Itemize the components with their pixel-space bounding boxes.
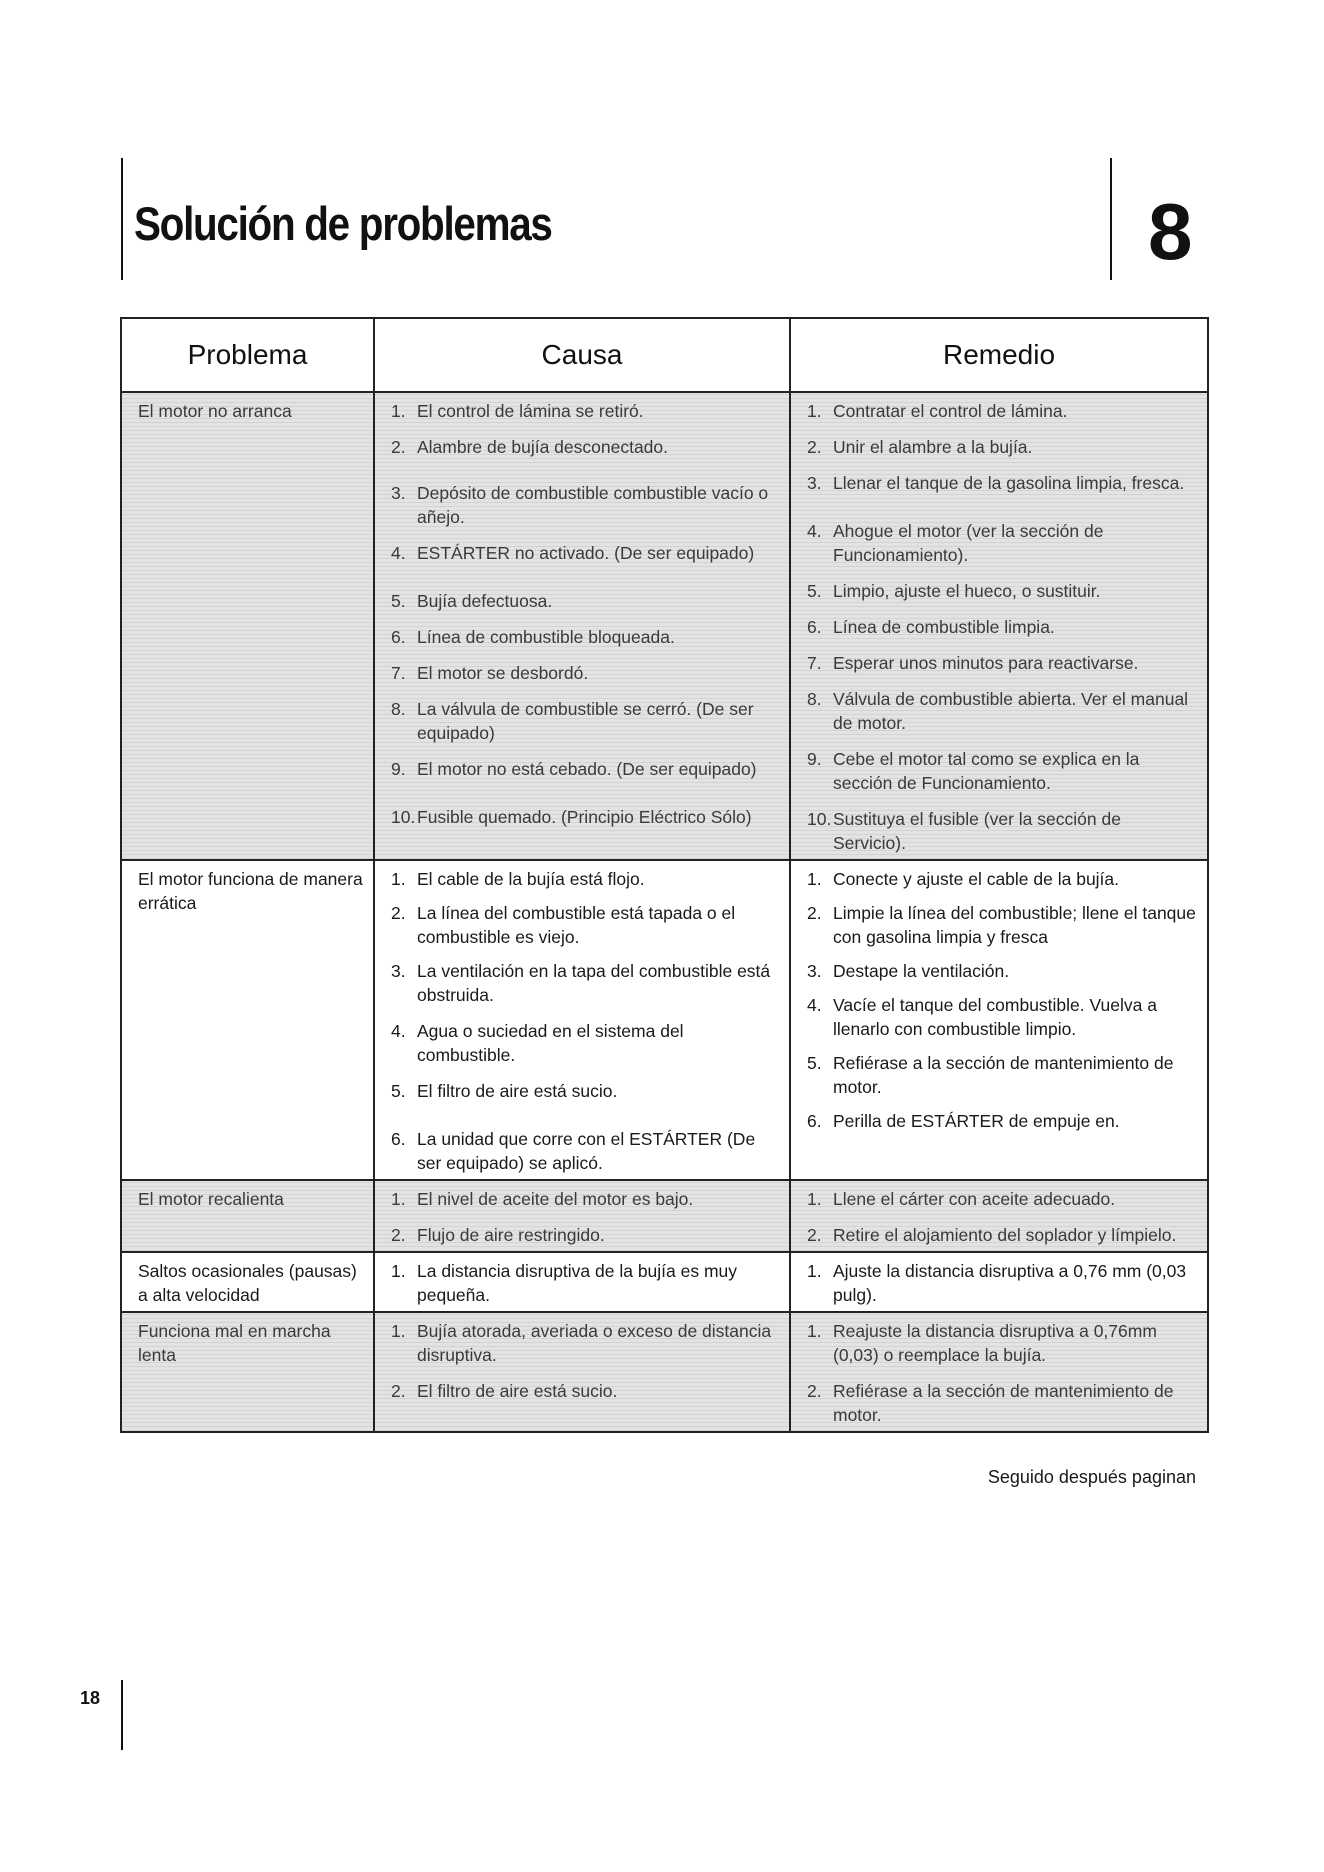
cause-cell xyxy=(374,1180,790,1252)
remedy-item xyxy=(807,579,1197,603)
remedy-item-text: Limpie la línea del combustible; llene el tanque con gasolina limpia y fresca xyxy=(833,903,1196,947)
cause-item-text: La válvula de combustible se cerró. (De ser equipado) xyxy=(417,699,754,743)
chapter-number: 8 xyxy=(1148,187,1193,276)
table-row xyxy=(121,392,1208,860)
cause-item-number: 5. xyxy=(391,591,406,611)
remedy-item xyxy=(807,867,1197,891)
remedy-item-number: 2. xyxy=(807,903,822,923)
remedy-item xyxy=(807,651,1197,675)
cause-item xyxy=(391,661,779,685)
cause-list xyxy=(391,399,779,829)
table-row xyxy=(121,1180,1208,1252)
cause-item xyxy=(391,435,779,459)
remedy-item-text: Perilla de ESTÁRTER de empuje en. xyxy=(833,1111,1120,1131)
remedy-cell xyxy=(790,1180,1208,1252)
remedy-item-number: 6. xyxy=(807,1111,822,1131)
cause-item-number: 9. xyxy=(391,759,406,779)
remedy-cell xyxy=(790,1252,1208,1312)
cause-list xyxy=(391,1319,779,1403)
table-row xyxy=(121,860,1208,1180)
cause-item-number: 6. xyxy=(391,1129,406,1149)
cause-cell xyxy=(374,1312,790,1432)
remedy-item-number: 1. xyxy=(807,1321,822,1341)
remedy-item xyxy=(807,471,1197,495)
remedy-item-number: 2. xyxy=(807,1381,822,1401)
cause-item xyxy=(391,541,779,565)
remedy-item-text: Ahogue el motor (ver la sección de Funcionamiento). xyxy=(833,521,1104,565)
remedy-item xyxy=(807,519,1197,567)
cause-item-text: La distancia disruptiva de la bujía es muy pequeña. xyxy=(417,1261,738,1305)
cause-item-text: Bujía defectuosa. xyxy=(417,591,553,611)
cause-item-number: 6. xyxy=(391,627,406,647)
cause-item-text: La línea del combustible está tapada o el combustible es viejo. xyxy=(417,903,736,947)
cause-item-text: Fusible quemado. (Principio Eléctrico Sólo) xyxy=(417,807,752,827)
column-header-remedy: Remedio xyxy=(790,318,1208,392)
cause-item-number: 1. xyxy=(391,1261,406,1281)
cause-item-text: La unidad que corre con el ESTÁRTER (De ser equipado) se aplicó. xyxy=(417,1129,756,1173)
cause-item xyxy=(391,697,779,745)
cause-item-text: Agua o suciedad en el sistema del combustible. xyxy=(417,1021,684,1065)
remedy-item-number: 1. xyxy=(807,401,822,421)
cause-cell xyxy=(374,1252,790,1312)
remedy-item-number: 3. xyxy=(807,473,822,493)
remedy-item-text: Limpio, ajuste el hueco, o sustituir. xyxy=(833,581,1101,601)
cause-item-number: 10. xyxy=(391,807,416,827)
column-header-cause: Causa xyxy=(374,318,790,392)
remedy-item xyxy=(807,687,1197,735)
remedy-item-text: Cebe el motor tal como se explica en la sección de Funcionamiento. xyxy=(833,749,1140,793)
remedy-item-number: 2. xyxy=(807,437,822,457)
cause-item-number: 1. xyxy=(391,1321,406,1341)
problem-cell: El motor no arranca xyxy=(121,392,374,860)
table-body xyxy=(121,392,1208,1432)
remedy-item xyxy=(807,1379,1197,1427)
remedy-cell xyxy=(790,1312,1208,1432)
cause-item xyxy=(391,481,779,529)
cause-item-text: El filtro de aire está sucio. xyxy=(417,1081,618,1101)
cause-item xyxy=(391,589,779,613)
remedy-item xyxy=(807,1051,1197,1099)
cause-item-text: El motor no está cebado. (De ser equipado) xyxy=(417,759,757,779)
remedy-item-text: Unir el alambre a la bujía. xyxy=(833,437,1033,457)
remedy-item-text: Contratar el control de lámina. xyxy=(833,401,1068,421)
cause-item xyxy=(391,1223,779,1247)
header-left-rule xyxy=(121,158,123,280)
cause-item xyxy=(391,867,779,891)
table-row xyxy=(121,1312,1208,1432)
page-title: Solución de problemas xyxy=(134,197,552,250)
cause-item-number: 1. xyxy=(391,1189,406,1209)
remedy-item-number: 2. xyxy=(807,1225,822,1245)
header-right-rule xyxy=(1110,158,1112,280)
cause-item-number: 2. xyxy=(391,437,406,457)
remedy-item-text: Válvula de combustible abierta. Ver el manual de motor. xyxy=(833,689,1189,733)
problem-cell: El motor recalienta xyxy=(121,1180,374,1252)
remedy-item-number: 6. xyxy=(807,617,822,637)
remedy-item xyxy=(807,901,1197,949)
remedy-list xyxy=(807,399,1197,855)
remedy-item-number: 3. xyxy=(807,961,822,981)
remedy-item xyxy=(807,1259,1197,1307)
cause-item-text: El motor se desbordó. xyxy=(417,663,589,683)
cause-list xyxy=(391,867,779,1175)
remedy-list xyxy=(807,1187,1197,1247)
problem-cell: Funciona mal en marcha lenta xyxy=(121,1312,374,1432)
remedy-item xyxy=(807,435,1197,459)
remedy-item-number: 10. xyxy=(807,809,832,829)
cause-item-number: 3. xyxy=(391,483,406,503)
remedy-item xyxy=(807,1109,1197,1133)
cause-item-text: El control de lámina se retiró. xyxy=(417,401,644,421)
remedy-item xyxy=(807,1223,1197,1247)
cause-item-number: 4. xyxy=(391,543,406,563)
remedy-item-text: Vacíe el tanque del combustible. Vuelva a llenarlo con combustible limpio. xyxy=(833,995,1157,1039)
cause-cell xyxy=(374,860,790,1180)
table-row xyxy=(121,1252,1208,1312)
remedy-item xyxy=(807,615,1197,639)
cause-list xyxy=(391,1187,779,1247)
cause-item-text: Línea de combustible bloqueada. xyxy=(417,627,675,647)
remedy-item-number: 5. xyxy=(807,1053,822,1073)
remedy-item-number: 9. xyxy=(807,749,822,769)
cause-item-number: 3. xyxy=(391,961,406,981)
remedy-list xyxy=(807,867,1197,1133)
cause-item-text: El nivel de aceite del motor es bajo. xyxy=(417,1189,694,1209)
cause-item-text: La ventilación en la tapa del combustible está obstruida. xyxy=(417,961,771,1005)
remedy-item xyxy=(807,807,1197,855)
cause-item-number: 7. xyxy=(391,663,406,683)
remedy-item-number: 1. xyxy=(807,1189,822,1209)
cause-item-number: 2. xyxy=(391,1381,406,1401)
remedy-item-text: Destape la ventilación. xyxy=(833,961,1010,981)
cause-item-number: 4. xyxy=(391,1021,406,1041)
cause-item-number: 2. xyxy=(391,1225,406,1245)
cause-item xyxy=(391,625,779,649)
remedy-item-number: 4. xyxy=(807,521,822,541)
cause-item-text: Flujo de aire restringido. xyxy=(417,1225,605,1245)
cause-item-text: El cable de la bujía está flojo. xyxy=(417,869,645,889)
remedy-cell xyxy=(790,860,1208,1180)
cause-item xyxy=(391,959,779,1007)
cause-item xyxy=(391,1379,779,1403)
table-header-row xyxy=(121,318,1208,392)
cause-item-number: 8. xyxy=(391,699,406,719)
problem-cell: El motor funciona de manera errática xyxy=(121,860,374,1180)
remedy-list xyxy=(807,1259,1197,1307)
remedy-item-text: Esperar unos minutos para reactivarse. xyxy=(833,653,1139,673)
troubleshooting-table xyxy=(120,317,1209,1433)
remedy-item-text: Refiérase a la sección de mantenimiento de motor. xyxy=(833,1053,1174,1097)
remedy-list xyxy=(807,1319,1197,1427)
cause-item xyxy=(391,1019,779,1067)
remedy-item-number: 8. xyxy=(807,689,822,709)
cause-item-number: 2. xyxy=(391,903,406,923)
footer-rule xyxy=(121,1680,123,1750)
remedy-item-number: 4. xyxy=(807,995,822,1015)
cause-item xyxy=(391,399,779,423)
cause-item-number: 1. xyxy=(391,401,406,421)
cause-item xyxy=(391,805,779,829)
cause-item xyxy=(391,1319,779,1367)
cause-item-text: Alambre de bujía desconectado. xyxy=(417,437,668,457)
remedy-item xyxy=(807,399,1197,423)
cause-item-text: Bujía atorada, averiada o exceso de distancia disruptiva. xyxy=(417,1321,772,1365)
remedy-item-text: Ajuste la distancia disruptiva a 0,76 mm (0,03 pulg). xyxy=(833,1261,1187,1305)
problem-cell: Saltos ocasionales (pausas) a alta velocidad xyxy=(121,1252,374,1312)
remedy-item-text: Retire el alojamiento del soplador y límpielo. xyxy=(833,1225,1177,1245)
column-header-problem: Problema xyxy=(121,318,374,392)
remedy-item xyxy=(807,1319,1197,1367)
remedy-item-number: 1. xyxy=(807,869,822,889)
cause-item xyxy=(391,1127,779,1175)
cause-item xyxy=(391,1259,779,1307)
remedy-item xyxy=(807,747,1197,795)
remedy-item xyxy=(807,993,1197,1041)
cause-item-text: El filtro de aire está sucio. xyxy=(417,1381,618,1401)
cause-item xyxy=(391,757,779,781)
remedy-item-text: Refiérase a la sección de mantenimiento de motor. xyxy=(833,1381,1174,1425)
remedy-item-number: 5. xyxy=(807,581,822,601)
cause-list xyxy=(391,1259,779,1307)
remedy-item-text: Conecte y ajuste el cable de la bujía. xyxy=(833,869,1120,889)
page-number: 18 xyxy=(80,1688,101,1708)
cause-item xyxy=(391,1079,779,1103)
remedy-item-number: 1. xyxy=(807,1261,822,1281)
remedy-item-number: 7. xyxy=(807,653,822,673)
cause-item xyxy=(391,1187,779,1211)
continued-note: Seguido después paginan xyxy=(987,1467,1196,1487)
remedy-item xyxy=(807,1187,1197,1211)
cause-cell xyxy=(374,392,790,860)
remedy-item-text: Llenar el tanque de la gasolina limpia, fresca. xyxy=(833,473,1185,493)
cause-item-number: 5. xyxy=(391,1081,406,1101)
cause-item-number: 1. xyxy=(391,869,406,889)
remedy-item xyxy=(807,959,1197,983)
remedy-item-text: Reajuste la distancia disruptiva a 0,76mm (0,03) o reemplace la bujía. xyxy=(833,1321,1157,1365)
remedy-item-text: Línea de combustible limpia. xyxy=(833,617,1055,637)
remedy-item-text: Llene el cárter con aceite adecuado. xyxy=(833,1189,1116,1209)
cause-item-text: Depósito de combustible combustible vacío o añejo. xyxy=(417,483,769,527)
cause-item-text: ESTÁRTER no activado. (De ser equipado) xyxy=(417,543,755,563)
cause-item xyxy=(391,901,779,949)
remedy-cell xyxy=(790,392,1208,860)
remedy-item-text: Sustituya el fusible (ver la sección de Servicio). xyxy=(833,809,1121,853)
